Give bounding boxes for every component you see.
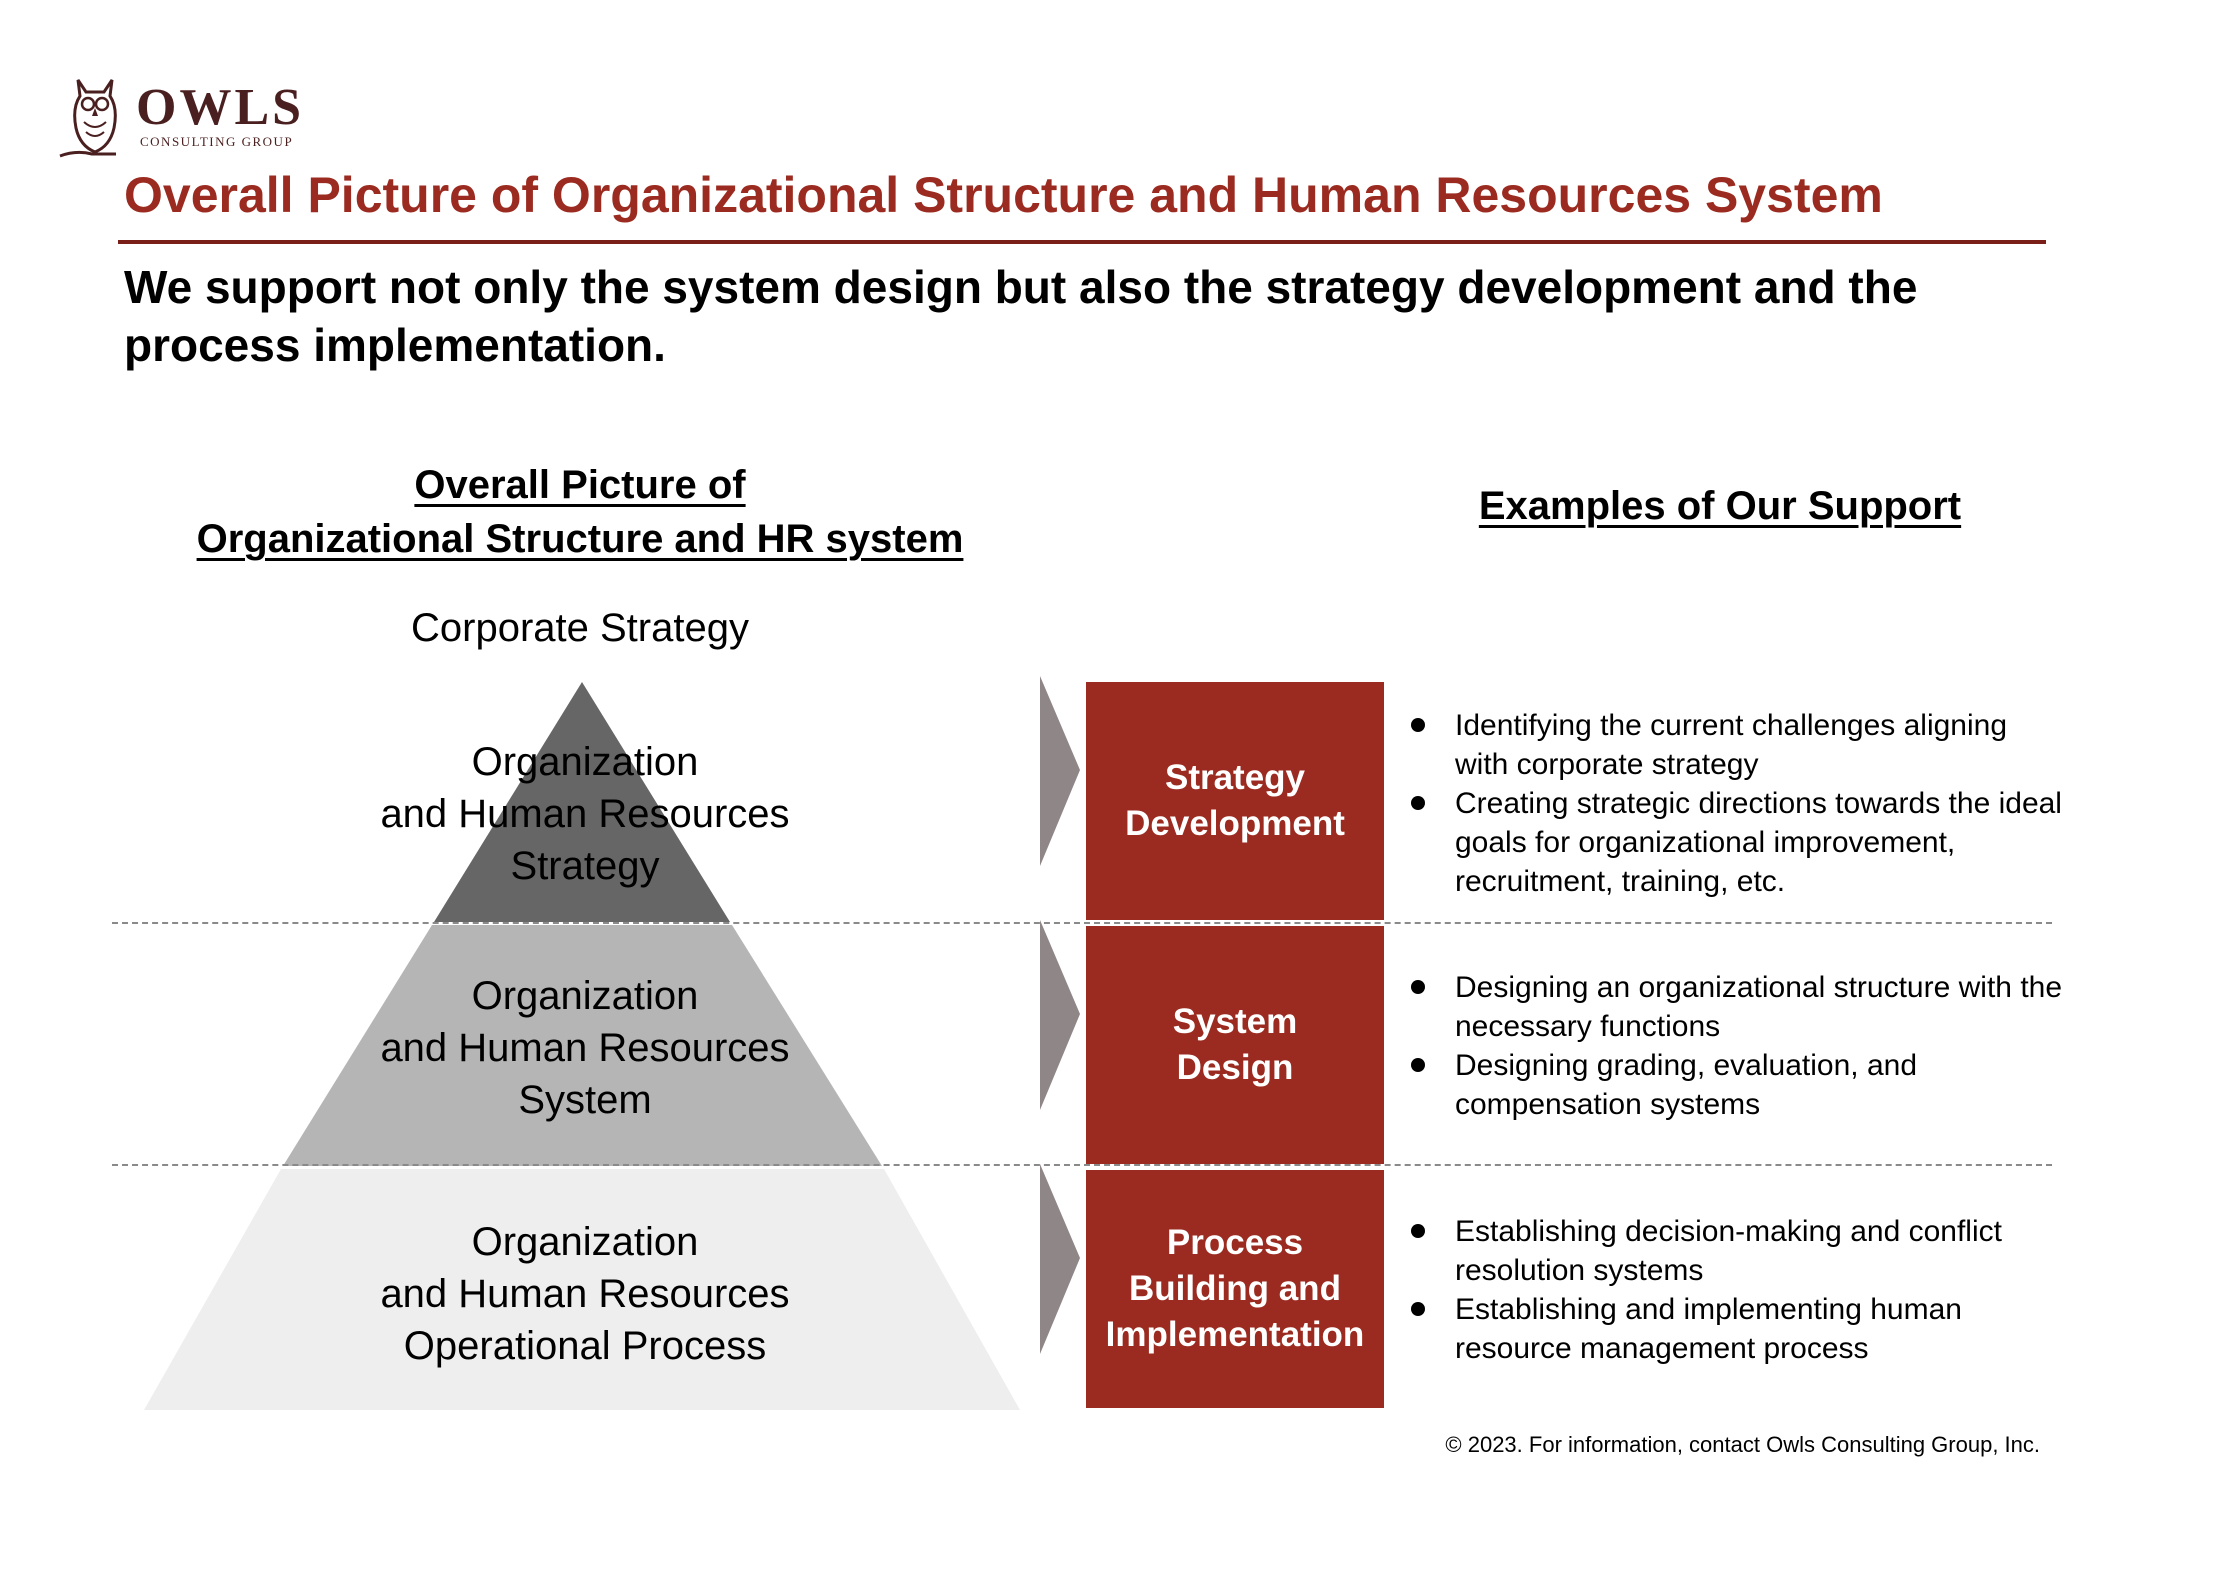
arrow-strategy-development [1040,676,1080,866]
tier-3-line2: and Human Resources [380,1272,790,1316]
tier-2-line3: System [518,1078,652,1122]
corporate-strategy-label: Corporate Strategy [411,606,749,650]
page-subtitle: We support not only the system design but also the strategy development and the process implementation. [124,261,1918,371]
page-title: Overall Picture of Organizational Structure and Human Resources System [124,167,1883,223]
service-box-line: System [1172,1002,1298,1041]
service-box-line: Building and [1129,1269,1341,1308]
service-box-strategy-development [1086,682,1384,920]
right-heading-text: Examples of Our Support [1478,484,1962,528]
service-box-line: Strategy [1164,758,1306,797]
tier-3-line3: Operational Process [403,1324,767,1368]
arrow-process-building [1040,1164,1080,1354]
support-examples-strategy [1405,706,2065,901]
row-divider [112,1164,2052,1166]
list-item: Designing grading, evaluation, and compensation systems [1405,1046,2065,1124]
tier-1-line3: Strategy [510,844,660,888]
tier-label-system [275,970,895,1126]
tier-2-line2: and Human Resources [380,1026,790,1070]
left-heading-line1: Overall Picture of [414,463,746,507]
tier-1-line2: and Human Resources [380,792,790,836]
copyright-footer: © 2023. For information, contact Owls Consulting Group, Inc. [1445,1432,2040,1457]
list-item: Identifying the current challenges aligning with corporate strategy [1405,706,2065,784]
tier-label-strategy [275,736,895,892]
tier-1-line1: Organization [471,740,699,784]
logo-subline: CONSULTING GROUP [140,134,294,149]
tier-label-process [275,1216,895,1372]
list-item: Designing an organizational structure with the necessary functions [1405,968,2065,1046]
service-box-line: Design [1176,1048,1294,1087]
left-heading-line2: Organizational Structure and HR system [196,517,964,561]
service-box-system-design [1086,926,1384,1164]
support-examples-system [1405,968,2065,1124]
tier-3-line1: Organization [471,1220,699,1264]
logo-wordmark: OWLS [136,79,305,136]
service-box-line: Development [1125,804,1345,843]
tier-2-line1: Organization [471,974,699,1018]
service-box-line: Process [1166,1223,1304,1262]
service-box-line: Implementation [1105,1315,1365,1354]
list-item: Establishing decision-making and conflict resolution systems [1405,1212,2065,1290]
support-examples-process [1405,1212,2065,1368]
list-item: Creating strategic directions towards the ideal goals for organizational improvement, recruitment, training, etc. [1405,784,2065,901]
list-item: Establishing and implementing human resource management process [1405,1290,2065,1368]
arrow-system-design [1040,920,1080,1110]
service-box-process-building [1086,1170,1384,1408]
row-divider [112,922,2052,924]
